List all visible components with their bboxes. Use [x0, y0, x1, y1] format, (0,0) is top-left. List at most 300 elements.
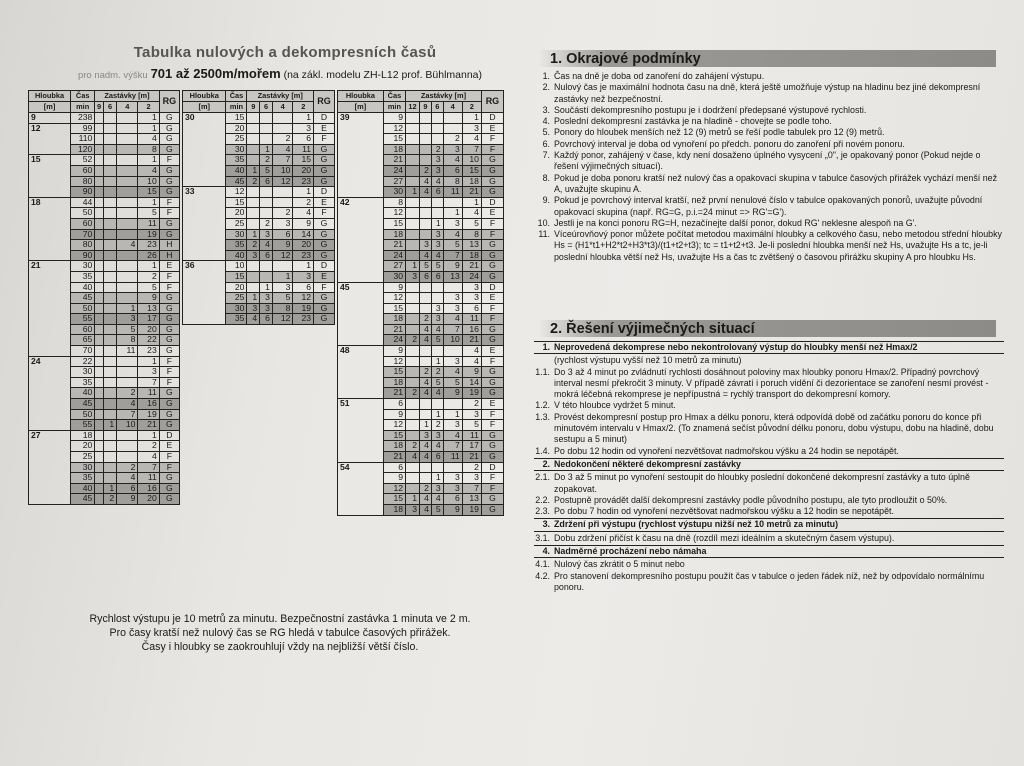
table-row — [29, 314, 180, 325]
stop-cell: 4 — [406, 452, 420, 463]
depth-cell — [29, 293, 71, 304]
rg-cell: G — [314, 240, 335, 251]
rg-cell: G — [481, 250, 503, 261]
time-cell: 12 — [383, 420, 405, 431]
rg-cell: E — [481, 346, 503, 357]
stop-cell — [272, 113, 293, 124]
stop-cell — [103, 261, 116, 272]
stop-cell: 11 — [462, 430, 481, 441]
rg-cell: G — [159, 420, 179, 431]
table-row — [183, 176, 335, 187]
item-number: 1.2. — [535, 400, 550, 411]
time-cell: 21 — [383, 388, 405, 399]
stop-cell: 19 — [138, 409, 159, 420]
stop-cell — [406, 229, 420, 240]
stop-cell — [103, 165, 116, 176]
stop-cell — [95, 187, 104, 198]
stop-cell: 23 — [293, 314, 314, 325]
time-cell: 18 — [71, 430, 95, 441]
stop-cell — [272, 261, 293, 272]
stop-cell: 1 — [293, 113, 314, 124]
time-cell: 30 — [226, 303, 247, 314]
depth-cell — [338, 250, 384, 261]
stop-cell: 4 — [420, 176, 432, 187]
stop-cell: 5 — [138, 208, 159, 219]
rg-cell: G — [314, 314, 335, 325]
stop-cell — [103, 367, 116, 378]
depth-cell — [29, 187, 71, 198]
time-cell: 15 — [383, 430, 405, 441]
stop-depth-9: 9 — [247, 102, 260, 113]
stop-cell: 4 — [431, 441, 443, 452]
depth-cell — [338, 452, 384, 463]
stop-cell — [103, 240, 116, 251]
stop-cell — [117, 165, 138, 176]
stop-cell: 2 — [117, 388, 138, 399]
stop-cell: 4 — [420, 187, 432, 198]
stop-cell — [95, 399, 104, 410]
time-cell: 15 — [226, 113, 247, 124]
stop-cell — [420, 208, 432, 219]
stop-cell — [103, 324, 116, 335]
rg-cell: G — [481, 504, 503, 515]
stop-cell: 3 — [293, 123, 314, 134]
rg-cell: H — [159, 250, 179, 261]
stop-cell: 3 — [431, 240, 443, 251]
table-row — [338, 123, 504, 134]
stop-cell: 1 — [420, 420, 432, 431]
table-row — [29, 356, 180, 367]
rg-cell: G — [481, 240, 503, 251]
stop-cell — [95, 250, 104, 261]
item-text: Nulový čas je maximální hodnota času na dně, která ještě umožňuje výstup na hladinu bez jiné dekompresní zastávky než bezpečnostní. — [554, 82, 981, 104]
rg-cell: G — [159, 335, 179, 346]
stop-cell: 11 — [138, 388, 159, 399]
list-item — [534, 71, 1004, 82]
stop-cell — [95, 377, 104, 388]
stop-cell: 9 — [293, 218, 314, 229]
rg-cell: G — [481, 155, 503, 166]
depth-cell — [338, 218, 384, 229]
stop-cell — [420, 218, 432, 229]
stop-cell: 3 — [247, 303, 260, 314]
stop-cell: 1 — [431, 218, 443, 229]
stop-cell: 14 — [293, 229, 314, 240]
stop-cell: 6 — [293, 282, 314, 293]
stops-header: Zastávky [m] — [95, 91, 159, 102]
stop-cell — [95, 303, 104, 314]
stop-cell — [420, 399, 432, 410]
stop-cell: 7 — [138, 377, 159, 388]
stop-cell — [103, 218, 116, 229]
stop-cell — [103, 473, 116, 484]
depth-cell — [183, 197, 226, 208]
stop-cell: 6 — [443, 494, 462, 505]
stop-cell — [431, 197, 443, 208]
stop-cell: 3 — [443, 144, 462, 155]
item-number: 1.4. — [535, 445, 550, 456]
stop-cell — [431, 113, 443, 124]
time-cell: 60 — [71, 218, 95, 229]
depth-cell — [338, 483, 384, 494]
depth-cell — [183, 218, 226, 229]
table-row — [29, 324, 180, 335]
stop-cell — [420, 134, 432, 145]
stop-cell: 1 — [443, 409, 462, 420]
depth-cell — [338, 134, 384, 145]
rg-cell: G — [481, 187, 503, 198]
stop-cell — [406, 409, 420, 420]
item-number: 11. — [538, 229, 550, 240]
table-row — [338, 155, 504, 166]
depth-cell — [183, 293, 226, 304]
table-row — [29, 409, 180, 420]
depth-cell: 42 — [338, 197, 384, 208]
table-row — [29, 441, 180, 452]
stop-cell — [103, 335, 116, 346]
table-row — [29, 452, 180, 463]
time-unit: min — [71, 102, 95, 113]
time-cell: 15 — [383, 134, 405, 145]
list-item — [534, 559, 1004, 570]
table-row — [183, 271, 335, 282]
stop-cell — [260, 197, 273, 208]
stop-cell — [95, 388, 104, 399]
depth-cell — [183, 144, 226, 155]
time-cell: 35 — [71, 271, 95, 282]
stop-cell: 20 — [138, 494, 159, 505]
footer-line: Pro časy kratší než nulový čas se RG hledá v tabulce časových přirážek. — [109, 627, 451, 639]
stop-cell — [103, 144, 116, 155]
time-cell: 35 — [226, 240, 247, 251]
stop-cell: 3 — [272, 218, 293, 229]
rg-cell: G — [314, 250, 335, 261]
stop-cell — [95, 229, 104, 240]
time-cell: 12 — [383, 208, 405, 219]
stop-cell: 4 — [420, 324, 432, 335]
time-cell: 18 — [383, 441, 405, 452]
rg-cell: F — [481, 473, 503, 484]
table-row — [29, 229, 180, 240]
stop-cell: 2 — [293, 197, 314, 208]
stop-cell: 3 — [443, 420, 462, 431]
stop-cell: 2 — [420, 314, 432, 325]
stop-cell — [103, 134, 116, 145]
time-cell: 40 — [71, 483, 95, 494]
table-row — [338, 187, 504, 198]
stop-cell — [95, 155, 104, 166]
time-cell: 27 — [383, 176, 405, 187]
depth-cell — [29, 388, 71, 399]
stop-cell — [103, 314, 116, 325]
stop-cell — [117, 187, 138, 198]
rg-cell: G — [159, 409, 179, 420]
stop-cell — [95, 409, 104, 420]
table-row — [183, 144, 335, 155]
rg-cell: F — [159, 271, 179, 282]
item-number: 1.3. — [535, 411, 550, 422]
depth-cell — [29, 176, 71, 187]
stop-cell: 9 — [117, 494, 138, 505]
stop-cell: 1 — [462, 197, 481, 208]
stop-cell: 6 — [420, 271, 432, 282]
time-cell: 20 — [71, 441, 95, 452]
stop-cell: 19 — [293, 303, 314, 314]
stop-cell: 7 — [462, 144, 481, 155]
stop-cell: 1 — [293, 187, 314, 198]
stop-cell — [443, 282, 462, 293]
stop-cell — [117, 250, 138, 261]
table-row — [29, 335, 180, 346]
stop-cell — [443, 123, 462, 134]
time-cell: 9 — [383, 282, 405, 293]
time-cell: 120 — [71, 144, 95, 155]
stop-cell — [431, 293, 443, 304]
depth-cell — [338, 494, 384, 505]
stop-cell — [103, 441, 116, 452]
stop-cell — [247, 282, 260, 293]
stop-cell: 3 — [431, 165, 443, 176]
stop-cell — [103, 250, 116, 261]
stop-cell: 2 — [406, 388, 420, 399]
table-row — [338, 473, 504, 484]
stop-cell: 7 — [443, 250, 462, 261]
rg-cell: G — [159, 399, 179, 410]
item-text: Nulový čas zkrátit o 5 minut nebo — [554, 559, 685, 570]
stop-cell — [103, 462, 116, 473]
rg-cell: F — [159, 282, 179, 293]
rg-cell: G — [314, 165, 335, 176]
rg-cell: G — [159, 494, 179, 505]
list-item — [534, 127, 1004, 138]
stop-depth-4: 4 — [443, 102, 462, 113]
stop-cell: 8 — [462, 229, 481, 240]
table-row — [338, 282, 504, 293]
stop-cell: 6 — [443, 165, 462, 176]
stop-cell — [443, 113, 462, 124]
time-cell: 30 — [71, 367, 95, 378]
stop-cell — [103, 293, 116, 304]
time-cell: 15 — [383, 218, 405, 229]
time-cell: 35 — [226, 314, 247, 325]
stop-cell — [247, 208, 260, 219]
stop-cell — [95, 356, 104, 367]
stop-cell — [406, 346, 420, 357]
rg-cell: G — [159, 346, 179, 357]
table-row — [338, 144, 504, 155]
stop-cell: 1 — [431, 356, 443, 367]
stop-cell: 24 — [462, 271, 481, 282]
stop-cell: 4 — [272, 144, 293, 155]
depth-unit: [m] — [29, 102, 71, 113]
depth-cell — [29, 420, 71, 431]
list-item — [534, 400, 1004, 411]
stop-cell — [260, 123, 273, 134]
stop-cell — [117, 134, 138, 145]
depth-cell — [338, 388, 384, 399]
table-row — [338, 441, 504, 452]
rg-cell: F — [159, 197, 179, 208]
stop-cell: 1 — [406, 494, 420, 505]
time-cell: 238 — [71, 113, 95, 124]
list-item — [534, 139, 1004, 150]
stop-cell — [420, 462, 432, 473]
stop-cell — [103, 409, 116, 420]
depth-cell — [338, 409, 384, 420]
table-row — [29, 388, 180, 399]
stop-cell — [95, 324, 104, 335]
depth-cell — [183, 282, 226, 293]
list-item — [534, 571, 1004, 594]
stop-cell: 4 — [431, 388, 443, 399]
stop-cell: 4 — [117, 240, 138, 251]
stop-cell: 1 — [462, 113, 481, 124]
item-text: Nedokončení některé dekompresní zastávky — [554, 458, 741, 469]
stop-cell: 3 — [420, 430, 432, 441]
stop-cell: 11 — [138, 218, 159, 229]
stop-cell — [103, 113, 116, 124]
stop-cell: 3 — [260, 303, 273, 314]
stop-cell: 3 — [420, 240, 432, 251]
time-cell: 18 — [383, 314, 405, 325]
stop-cell: 16 — [462, 324, 481, 335]
list-item — [534, 518, 1004, 531]
time-cell: 35 — [71, 377, 95, 388]
stop-cell: 2 — [117, 462, 138, 473]
depth-cell — [29, 229, 71, 240]
table-row — [338, 218, 504, 229]
stop-cell: 10 — [272, 165, 293, 176]
table-row — [338, 197, 504, 208]
stop-cell: 8 — [117, 335, 138, 346]
depth-cell — [29, 250, 71, 261]
table-row — [183, 314, 335, 325]
stop-cell: 2 — [406, 335, 420, 346]
stop-cell: 26 — [138, 250, 159, 261]
table-row — [29, 123, 180, 134]
stop-cell: 4 — [431, 176, 443, 187]
time-cell: 52 — [71, 155, 95, 166]
item-text: Postupně provádět další dekompresní zastávky podle původního postupu, ale tyto prodloužit o 50%. — [554, 494, 948, 505]
list-item — [534, 506, 1004, 517]
stop-cell — [117, 282, 138, 293]
stop-cell — [443, 197, 462, 208]
table-row — [183, 113, 335, 124]
stop-cell — [117, 452, 138, 463]
section1-heading: 1. Okrajové podmínky — [540, 50, 996, 67]
depth-cell — [29, 441, 71, 452]
stop-cell: 2 — [406, 441, 420, 452]
stop-cell — [260, 187, 273, 198]
rg-cell: E — [159, 261, 179, 272]
stop-cell: 1 — [138, 155, 159, 166]
deco-table-shallow — [28, 90, 180, 505]
stop-cell: 5 — [431, 261, 443, 272]
list-item — [534, 472, 1004, 495]
item-number: 4.1. — [535, 559, 550, 570]
time-cell: 9 — [383, 409, 405, 420]
section2-list — [534, 340, 1004, 593]
stop-cell: 21 — [138, 420, 159, 431]
stop-cell: 2 — [138, 441, 159, 452]
depth-cell — [29, 494, 71, 505]
rg-cell: F — [481, 356, 503, 367]
stop-cell: 3 — [406, 504, 420, 515]
stop-cell — [103, 282, 116, 293]
table-row — [338, 504, 504, 515]
stop-cell — [272, 197, 293, 208]
table-row — [338, 377, 504, 388]
stop-cell — [95, 208, 104, 219]
stop-cell: 3 — [431, 229, 443, 240]
stop-cell: 3 — [443, 356, 462, 367]
rg-cell: G — [159, 314, 179, 325]
stop-cell — [420, 229, 432, 240]
depth-cell: 27 — [29, 430, 71, 441]
stop-cell — [406, 356, 420, 367]
stop-cell — [117, 176, 138, 187]
stop-cell — [95, 367, 104, 378]
stop-cell: 1 — [260, 144, 273, 155]
stop-cell — [406, 134, 420, 145]
rg-cell: G — [314, 218, 335, 229]
stop-cell — [431, 462, 443, 473]
stop-cell: 2 — [420, 367, 432, 378]
rg-cell: F — [481, 314, 503, 325]
stop-cell — [406, 113, 420, 124]
stop-cell: 12 — [272, 250, 293, 261]
stop-cell: 6 — [272, 229, 293, 240]
table-row — [29, 240, 180, 251]
stop-cell — [95, 282, 104, 293]
stop-cell: 5 — [462, 420, 481, 431]
item-number: 4. — [542, 546, 550, 557]
stop-cell — [406, 282, 420, 293]
time-cell: 80 — [71, 176, 95, 187]
list-item — [534, 367, 1004, 401]
stop-cell — [95, 335, 104, 346]
item-number: 7. — [542, 150, 550, 161]
table-row — [29, 187, 180, 198]
stop-cell: 1 — [431, 473, 443, 484]
stop-cell: 7 — [443, 441, 462, 452]
time-cell: 18 — [383, 229, 405, 240]
table-row — [29, 282, 180, 293]
rg-cell: E — [481, 208, 503, 219]
list-item — [534, 412, 1004, 446]
depth-cell: 51 — [338, 399, 384, 410]
rg-cell: F — [159, 367, 179, 378]
stop-depth-2: 2 — [462, 102, 481, 113]
time-cell: 50 — [71, 409, 95, 420]
stop-depth-12: 12 — [406, 102, 420, 113]
table-row — [338, 388, 504, 399]
stop-cell: 3 — [247, 250, 260, 261]
time-cell: 40 — [71, 388, 95, 399]
depth-cell: 21 — [29, 261, 71, 272]
stop-cell: 2 — [431, 144, 443, 155]
stops-header: Zastávky [m] — [406, 91, 482, 102]
rg-cell: F — [481, 134, 503, 145]
stop-cell: 4 — [431, 494, 443, 505]
depth-cell — [183, 271, 226, 282]
stop-cell — [95, 430, 104, 441]
stop-cell: 6 — [431, 452, 443, 463]
depth-cell — [338, 473, 384, 484]
stop-cell: 1 — [247, 293, 260, 304]
stop-cell: 5 — [260, 165, 273, 176]
stop-cell: 5 — [431, 377, 443, 388]
